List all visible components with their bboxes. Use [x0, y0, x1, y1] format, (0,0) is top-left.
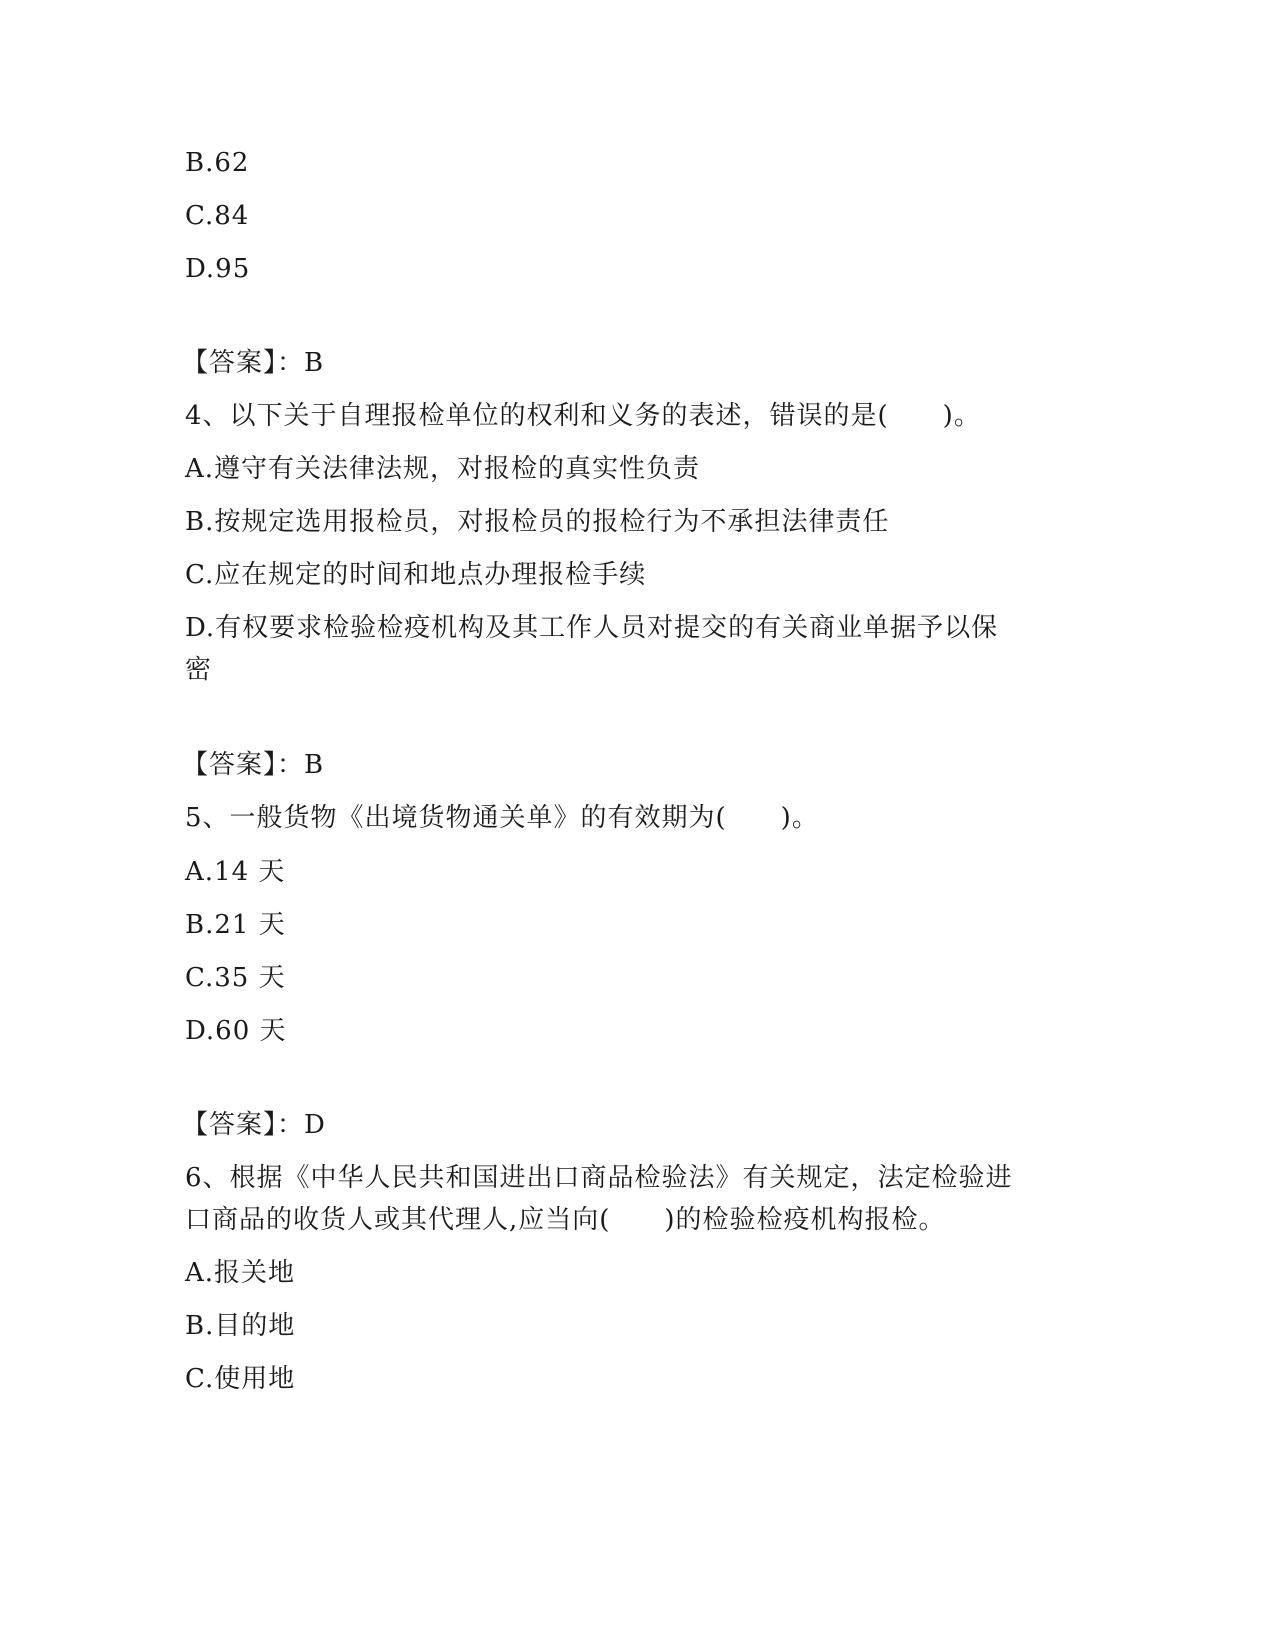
q4-answer: 【答案】：B [182, 750, 325, 780]
q4-option-c: C.应在规定的时间和地点办理报检手续 [185, 560, 647, 590]
q3-option-b: B.62 [185, 148, 250, 178]
q5-answer: 【答案】：D [182, 1110, 326, 1140]
q4-option-b: B.按规定选用报检员，对报检员的报检行为不承担法律责任 [185, 507, 890, 537]
q4-option-d-continuation: 密 [185, 655, 213, 685]
q5-option-d: D.60 天 [185, 1016, 287, 1046]
q4-option-a: A.遵守有关法律法规，对报检的真实性负责 [185, 454, 701, 484]
q4-stem: 4、以下关于自理报检单位的权利和义务的表述，错误的是( )。 [185, 401, 981, 431]
q6-stem-line2: 口商品的收货人或其代理人,应当向( )的检验检疫机构报检。 [185, 1205, 946, 1235]
q3-option-c: C.84 [185, 201, 250, 231]
q5-option-c: C.35 天 [185, 963, 286, 993]
q5-option-a: A.14 天 [185, 857, 286, 887]
q4-option-d: D.有权要求检验检疫机构及其工作人员对提交的有关商业单据予以保 [185, 613, 999, 643]
q6-option-c: C.使用地 [185, 1364, 296, 1394]
q6-option-b: B.目的地 [185, 1311, 296, 1341]
q5-option-b: B.21 天 [185, 910, 286, 940]
q5-stem: 5、一般货物《出境货物通关单》的有效期为( )。 [185, 803, 819, 833]
q3-answer: 【答案】：B [182, 348, 325, 378]
q6-stem-line1: 6、根据《中华人民共和国进出口商品检验法》有关规定，法定检验进 [185, 1163, 1013, 1193]
q6-option-a: A.报关地 [185, 1258, 296, 1288]
q3-option-d: D.95 [185, 254, 251, 284]
